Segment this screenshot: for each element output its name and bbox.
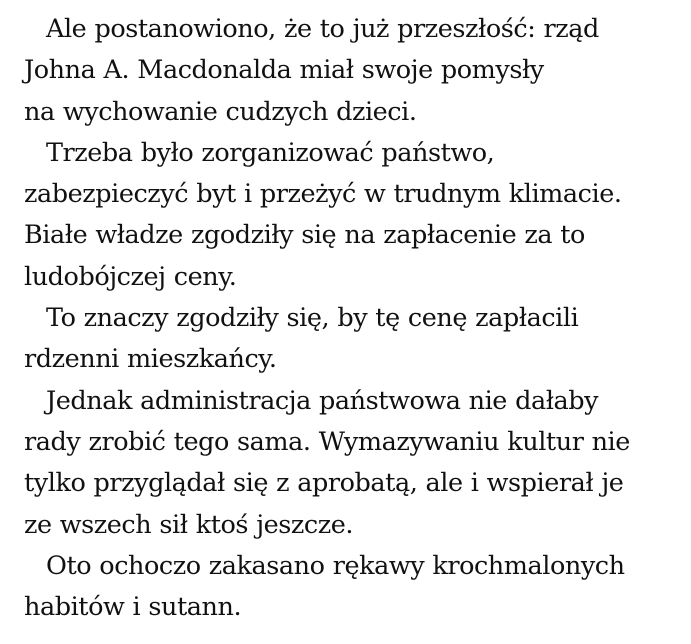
text-line: Oto ochoczo zakasano rękawy krochmalonych xyxy=(46,550,625,581)
text-line: ludobójczej ceny. xyxy=(24,261,237,292)
paragraph-2 xyxy=(24,133,684,298)
document-body xyxy=(24,9,684,628)
text-line: ze wszech sił ktoś jeszcze. xyxy=(24,509,354,540)
text-line: rdzenni mieszkańcy. xyxy=(24,344,277,375)
text-line: tylko przyglądał się z aprobatą, ale i wspierał je xyxy=(24,468,624,499)
text-line: Johna A. Macdonalda miał swoje pomysły xyxy=(24,55,544,86)
paragraph-5 xyxy=(24,546,684,629)
text-line: Trzeba było zorganizować państwo, xyxy=(46,137,495,168)
text-line: Jednak administracja państwowa nie dałaby xyxy=(46,385,599,416)
text-line: zabezpieczyć byt i przeżyć w trudnym klimacie. xyxy=(24,179,622,210)
text-line: habitów i sutann. xyxy=(24,592,242,623)
text-line: Białe władze zgodziły się na zapłacenie za to xyxy=(24,220,585,251)
paragraph-4 xyxy=(24,381,684,546)
paragraph-1 xyxy=(24,9,684,133)
paragraph-3 xyxy=(24,298,684,381)
text-line: To znaczy zgodziły się, by tę cenę zapłacili xyxy=(46,303,579,334)
text-line: rady zrobić tego sama. Wymazywaniu kultur nie xyxy=(24,426,630,457)
text-line: Ale postanowiono, że to już przeszłość: rząd xyxy=(46,14,599,44)
text-line: na wychowanie cudzych dzieci. xyxy=(24,96,417,127)
